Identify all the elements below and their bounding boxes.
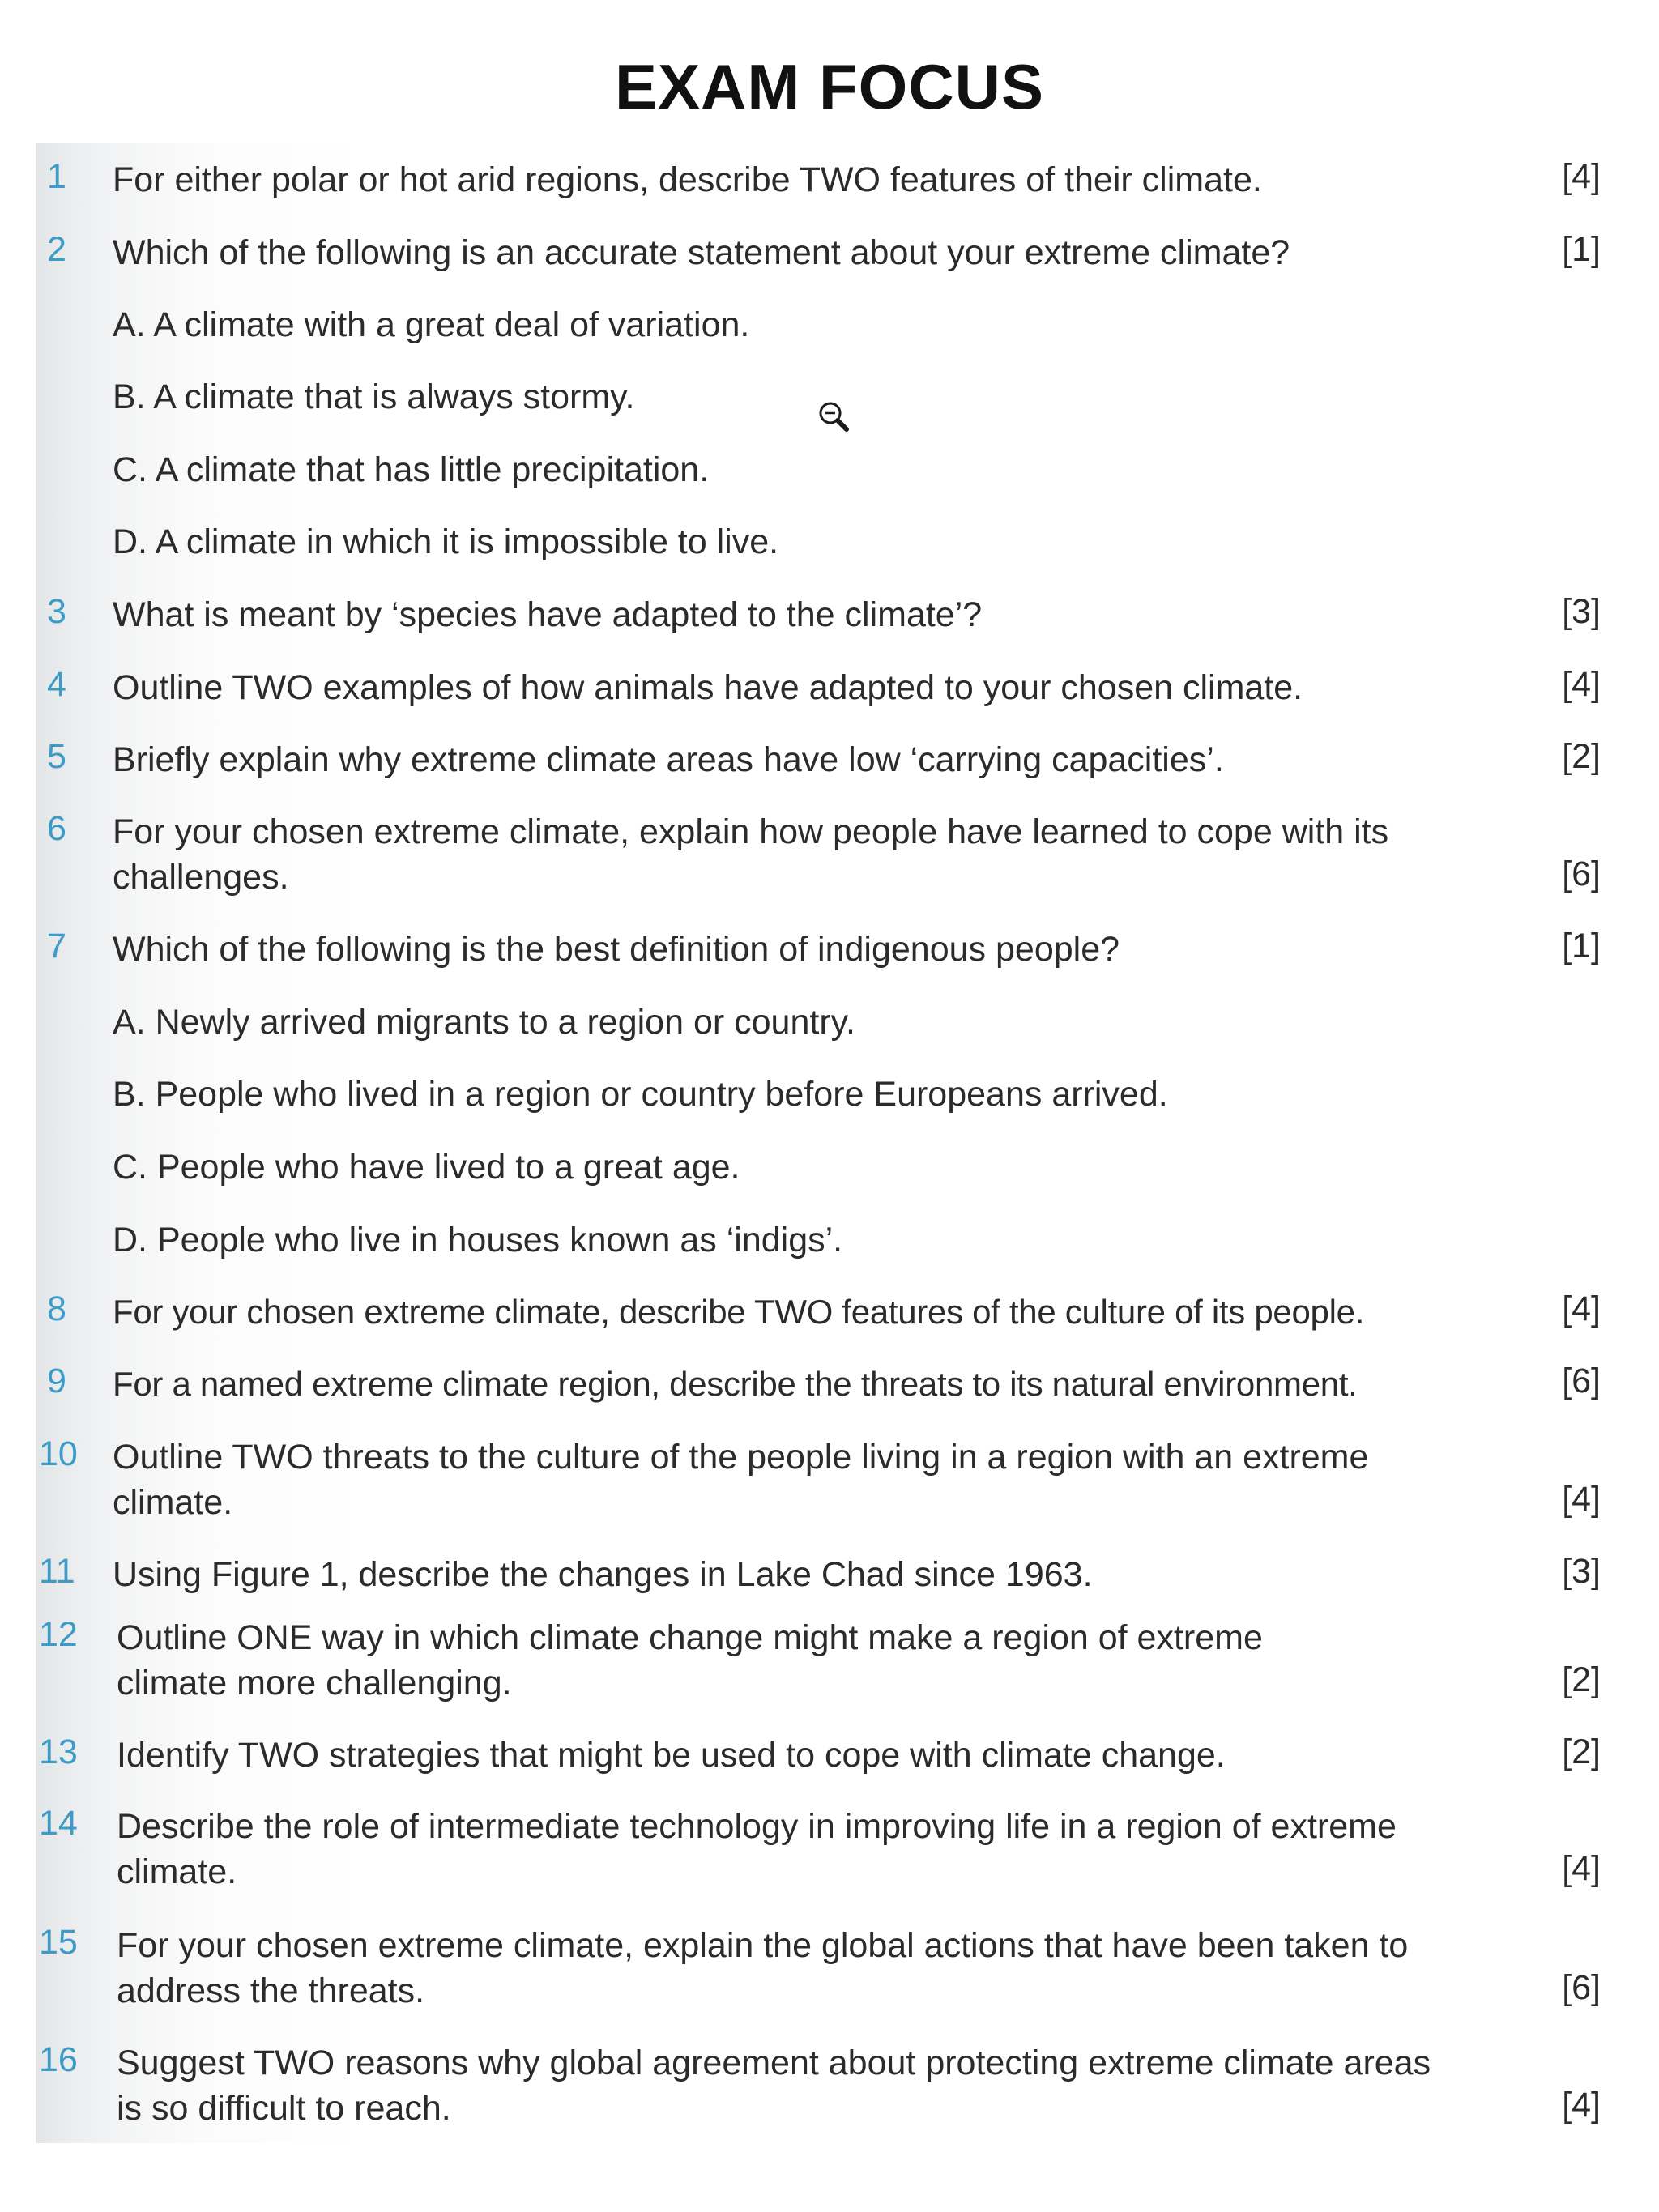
question-number: 7 — [47, 927, 66, 965]
question-text: Identify TWO strategies that might be used to cope with climate change. — [117, 1736, 1226, 1775]
question-text: For your chosen extreme climate, explain how people have learned to cope with its challenges. — [113, 812, 1389, 897]
question-text: What is meant by ‘species have adapted to the climate’? — [113, 595, 983, 634]
question-number: 11 — [39, 1552, 75, 1591]
question-marks: [4] — [1562, 1480, 1601, 1519]
question-number: 14 — [39, 1804, 78, 1843]
question-marks: [1] — [1562, 927, 1601, 965]
question-marks: [3] — [1562, 1552, 1601, 1591]
option-text: A. Newly arrived migrants to a region or country. — [113, 1003, 855, 1042]
question-text: For your chosen extreme climate, describe TWO features of the culture of its people. — [113, 1293, 1365, 1331]
question-marks: [3] — [1562, 592, 1601, 631]
option-text: B. A climate that is always stormy. — [113, 377, 635, 416]
question-text: Outline ONE way in which climate change might make a region of extreme climate more challenging. — [117, 1618, 1263, 1703]
question-number: 5 — [47, 737, 66, 776]
question-text: Which of the following is the best definition of indigenous people? — [113, 930, 1120, 969]
question-marks: [4] — [1562, 157, 1601, 196]
question-text: For either polar or hot arid regions, describe TWO features of their climate. — [113, 160, 1262, 199]
question-marks: [2] — [1562, 737, 1601, 776]
question-number: 1 — [47, 157, 66, 196]
option-text: B. People who lived in a region or country before Europeans arrived. — [113, 1075, 1168, 1114]
question-number: 4 — [47, 665, 66, 704]
question-number: 13 — [39, 1733, 78, 1771]
question-number: 8 — [47, 1289, 66, 1328]
question-number: 10 — [39, 1434, 78, 1473]
question-number: 2 — [47, 230, 66, 269]
question-marks: [4] — [1562, 2086, 1601, 2125]
question-marks: [6] — [1562, 855, 1601, 893]
question-text: Suggest TWO reasons why global agreement about protecting extreme climate areas is so difficult to reach. — [117, 2044, 1431, 2128]
question-marks: [2] — [1562, 1660, 1601, 1699]
question-text: Briefly explain why extreme climate areas have low ‘carrying capacities’. — [113, 740, 1224, 779]
question-text: Describe the role of intermediate technology in improving life in a region of extreme climate. — [117, 1807, 1397, 1891]
question-marks: [4] — [1562, 1849, 1601, 1888]
option-text: C. People who have lived to a great age. — [113, 1148, 740, 1187]
question-marks: [2] — [1562, 1733, 1601, 1771]
page-title: EXAM FOCUS — [614, 51, 1045, 122]
option-text: D. A climate in which it is impossible to live. — [113, 522, 779, 561]
question-text: Which of the following is an accurate statement about your extreme climate? — [113, 233, 1290, 272]
question-number: 6 — [47, 809, 66, 848]
question-number: 9 — [47, 1362, 66, 1400]
question-panel — [36, 143, 1625, 2143]
option-text: C. A climate that has little precipitation. — [113, 450, 710, 489]
zoom-magnifier-icon — [816, 399, 853, 437]
question-number: 12 — [39, 1615, 78, 1654]
option-text: A. A climate with a great deal of variation. — [113, 305, 750, 344]
question-text: For your chosen extreme climate, explain the global actions that have been taken to address the threats. — [117, 1926, 1409, 2010]
question-marks: [4] — [1562, 665, 1601, 704]
question-marks: [4] — [1562, 1289, 1601, 1328]
question-number: 15 — [39, 1923, 78, 1962]
question-text: Outline TWO examples of how animals have adapted to your chosen climate. — [113, 668, 1303, 707]
question-number: 3 — [47, 592, 66, 631]
question-marks: [6] — [1562, 1362, 1601, 1400]
question-marks: [6] — [1562, 1968, 1601, 2007]
question-text: Outline TWO threats to the culture of the people living in a region with an extreme climate. — [113, 1438, 1369, 1522]
question-number: 16 — [39, 2040, 78, 2079]
question-text: For a named extreme climate region, describe the threats to its natural environment. — [113, 1365, 1358, 1403]
option-text: D. People who live in houses known as ‘indigs’. — [113, 1221, 843, 1259]
question-text: Using Figure 1, describe the changes in Lake Chad since 1963. — [113, 1555, 1093, 1594]
question-marks: [1] — [1562, 230, 1601, 269]
